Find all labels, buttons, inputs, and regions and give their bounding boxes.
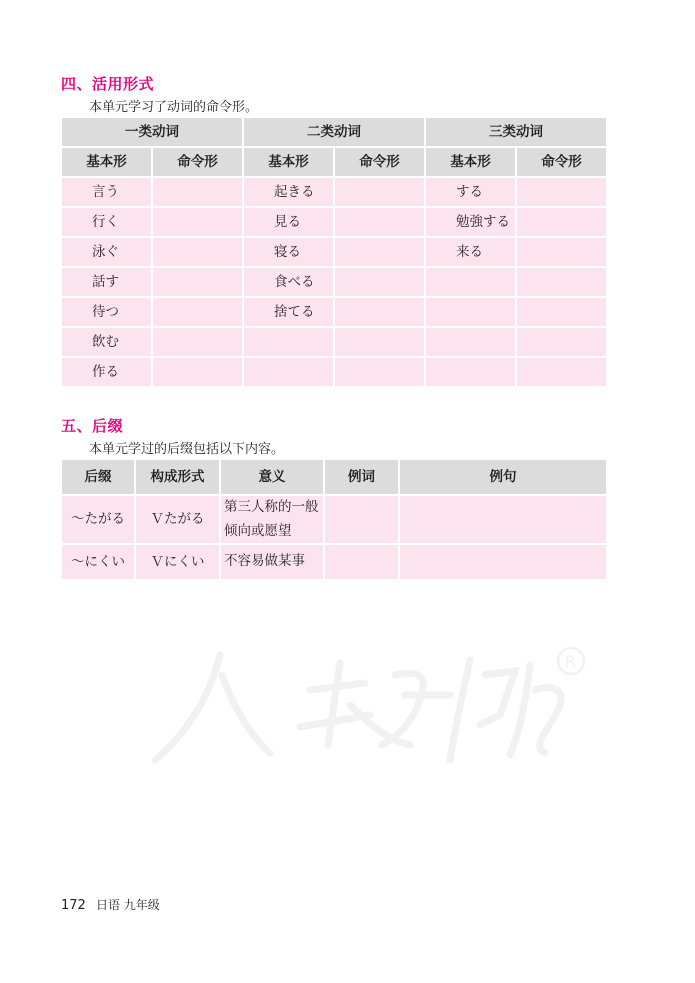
table-row	[61, 357, 607, 387]
table-cell: 食べる	[243, 267, 334, 297]
table-cell	[334, 327, 425, 357]
table-cell	[324, 495, 399, 544]
table-cell: Ｖたがる	[135, 495, 220, 544]
table-cell	[399, 544, 607, 580]
sub-header: 命令形	[152, 147, 243, 177]
table-cell	[243, 357, 334, 387]
table-cell: する	[425, 177, 516, 207]
group-header: 三类动词	[425, 117, 607, 147]
table-cell: 来る	[425, 237, 516, 267]
table-cell: 泳ぐ	[61, 237, 152, 267]
section-5-title: 五、后缀	[61, 417, 124, 435]
table-cell	[152, 237, 243, 267]
sub-header: 基本形	[425, 147, 516, 177]
table-cell: 行く	[61, 207, 152, 237]
table-row	[61, 544, 607, 580]
sub-header: 命令形	[334, 147, 425, 177]
table-cell	[152, 207, 243, 237]
table-cell: 作る	[61, 357, 152, 387]
table-row	[61, 177, 607, 207]
table-cell	[425, 267, 516, 297]
page-number: 172	[61, 898, 86, 913]
table-cell	[425, 357, 516, 387]
table-cell: 待つ	[61, 297, 152, 327]
section-4-intro: 本单元学习了动词的命令形。	[89, 100, 259, 115]
suffix-table	[60, 458, 608, 581]
table-cell: 話す	[61, 267, 152, 297]
table-cell	[152, 327, 243, 357]
table-cell	[324, 544, 399, 580]
table-cell: 見る	[243, 207, 334, 237]
table-cell	[516, 237, 607, 267]
table-cell	[152, 357, 243, 387]
table-cell	[152, 177, 243, 207]
table-cell	[516, 207, 607, 237]
table-cell	[334, 207, 425, 237]
book-name: 日语 九年级	[95, 898, 160, 912]
table-cell	[152, 267, 243, 297]
column-header: 构成形式	[135, 459, 220, 495]
table-cell	[399, 495, 607, 544]
group-header: 二类动词	[243, 117, 425, 147]
table-row	[61, 237, 607, 267]
table-row	[61, 207, 607, 237]
table-cell	[334, 357, 425, 387]
table-cell: 寝る	[243, 237, 334, 267]
table-cell: 勉強する	[425, 207, 516, 237]
sub-header: 命令形	[516, 147, 607, 177]
table-cell	[152, 297, 243, 327]
column-header: 后缀	[61, 459, 135, 495]
svg-text:R: R	[565, 652, 577, 671]
section-5-intro: 本单元学过的后缀包括以下内容。	[89, 442, 285, 457]
group-header-row	[61, 117, 607, 147]
table-cell	[425, 327, 516, 357]
column-header: 例句	[399, 459, 607, 495]
table-cell: 不容易做某事	[220, 544, 324, 580]
sub-header-row	[61, 147, 607, 177]
table-cell	[516, 177, 607, 207]
column-header: 意义	[220, 459, 324, 495]
sub-header: 基本形	[61, 147, 152, 177]
table-row	[61, 327, 607, 357]
column-header: 例词	[324, 459, 399, 495]
conjugation-table	[60, 116, 608, 388]
table-cell	[334, 237, 425, 267]
table-cell	[334, 267, 425, 297]
table-cell: 第三人称的一般倾向或愿望	[220, 495, 324, 544]
table-cell: ～にくい	[61, 544, 135, 580]
header-row	[61, 459, 607, 495]
table-cell	[516, 267, 607, 297]
table-cell: 起きる	[243, 177, 334, 207]
table-row	[61, 297, 607, 327]
table-cell: 飲む	[61, 327, 152, 357]
table-cell: ～たがる	[61, 495, 135, 544]
table-cell	[425, 297, 516, 327]
section-4-title: 四、活用形式	[61, 75, 155, 93]
table-row	[61, 267, 607, 297]
table-cell	[334, 297, 425, 327]
table-cell	[516, 327, 607, 357]
group-header: 一类动词	[61, 117, 243, 147]
sub-header: 基本形	[243, 147, 334, 177]
publisher-watermark-logo	[150, 635, 590, 775]
table-cell	[516, 357, 607, 387]
table-row	[61, 495, 607, 544]
table-cell: 捨てる	[243, 297, 334, 327]
table-cell	[334, 177, 425, 207]
table-cell	[243, 327, 334, 357]
table-cell	[516, 297, 607, 327]
page-footer	[61, 896, 160, 913]
table-cell: 言う	[61, 177, 152, 207]
table-cell: Ｖにくい	[135, 544, 220, 580]
